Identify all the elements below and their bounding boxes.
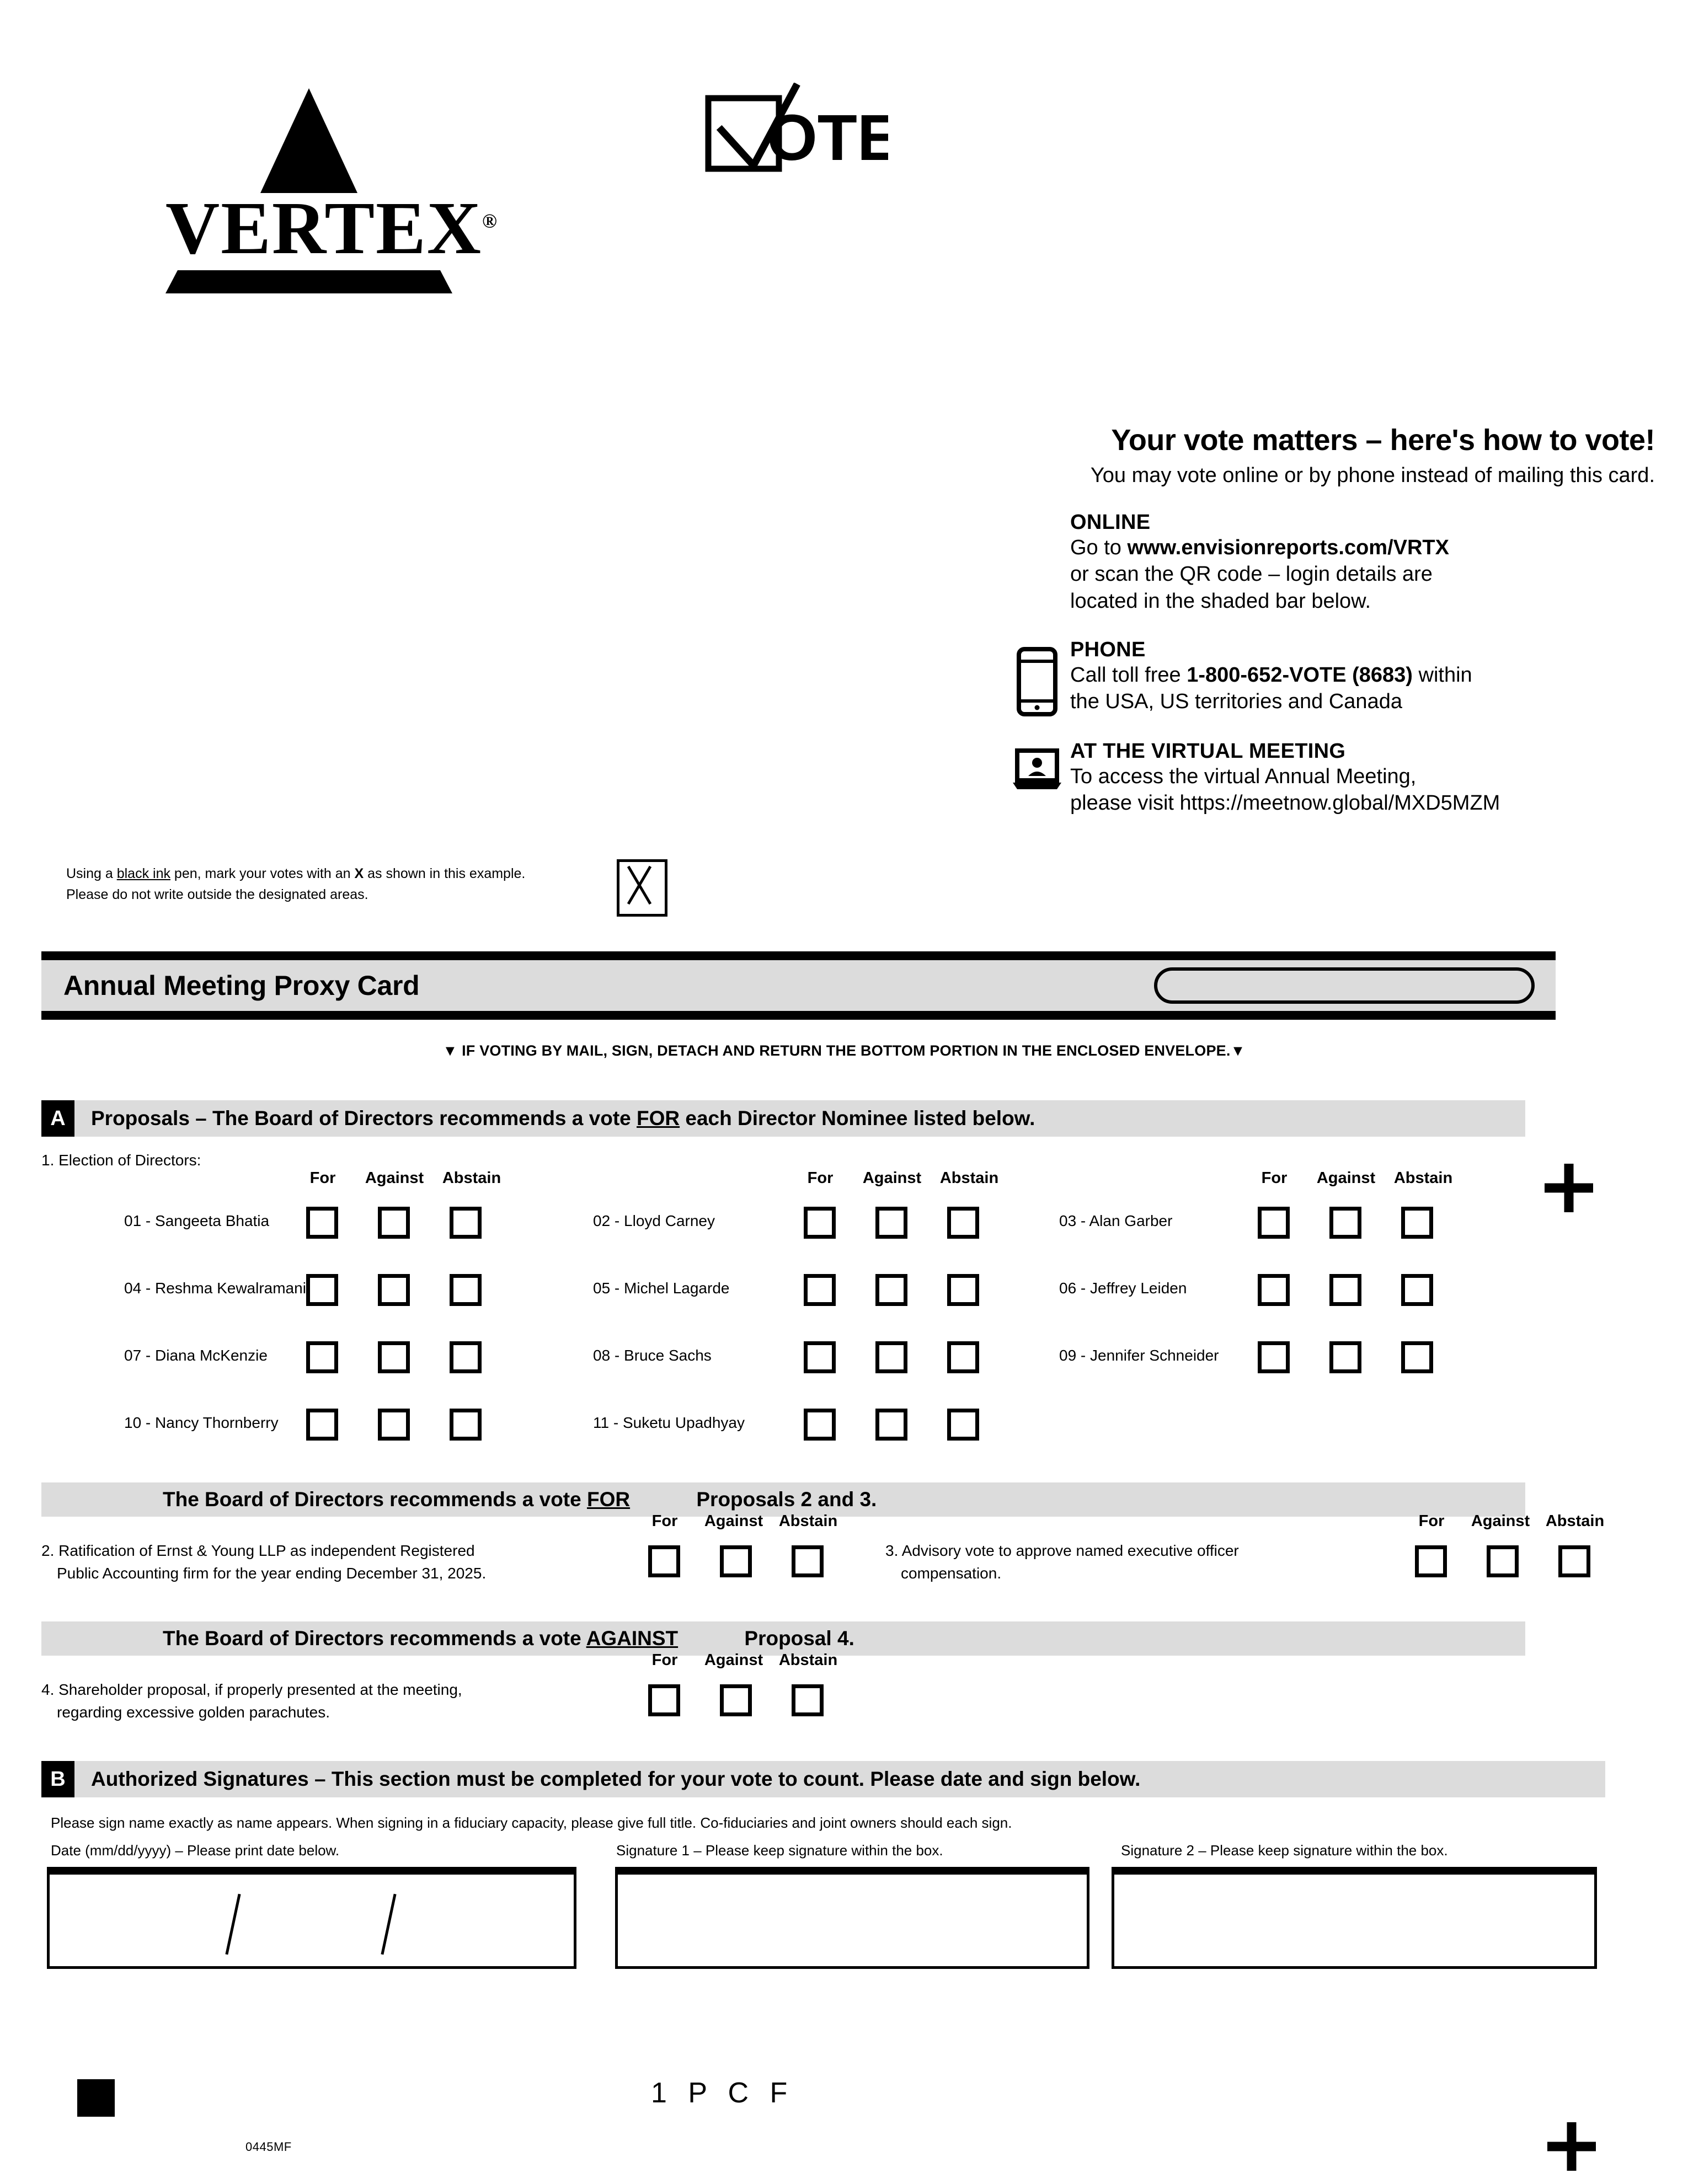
registration-crosshair-bottom-icon [1547, 2122, 1596, 2171]
proposal-2-line-1: 2. Ratification of Ernst & Young LLP as independent Registered [41, 1542, 475, 1559]
virtual-meeting-line-1: To access the virtual Annual Meeting, [1070, 764, 1417, 788]
checkbox-abstain[interactable] [947, 1207, 979, 1239]
title-bar-bottom-rule [41, 1011, 1556, 1020]
rec23-b: Proposals 2 and 3. [691, 1488, 877, 1511]
section-a-heading-for: FOR [637, 1107, 680, 1130]
proposal-2-line-2: Public Accounting firm for the year ending December 31, 2025. [57, 1564, 487, 1582]
phone-line-2: the USA, US territories and Canada [1070, 690, 1402, 714]
how-to-vote-heading: Your vote matters – here's how to vote! [1111, 424, 1655, 457]
rec4-a: The Board of Directors recommends a vote [163, 1627, 586, 1650]
checkbox-for[interactable] [804, 1409, 836, 1441]
section-b-heading: Authorized Signatures – This section must be completed for your vote to count. Please date and sign below. [91, 1768, 1141, 1790]
registration-crosshair-top-icon [1545, 1164, 1593, 1212]
vertex-logo [165, 88, 498, 293]
x-mark-icon [619, 862, 659, 908]
header-against: Against [365, 1169, 424, 1187]
vertex-base-bar [165, 270, 452, 293]
section-a-heading [91, 1107, 1035, 1130]
checkbox-abstain[interactable] [450, 1341, 482, 1373]
checkbox-for[interactable] [804, 1207, 836, 1239]
nominee-name: 08 - Bruce Sachs [593, 1347, 712, 1364]
nominee-name: 01 - Sangeeta Bhatia [124, 1212, 270, 1229]
rec4-text [41, 1627, 854, 1650]
nominee-name: 02 - Lloyd Carney [593, 1212, 715, 1229]
checkbox-against[interactable] [378, 1341, 410, 1373]
proposal-2-text [41, 1540, 565, 1585]
section-a-tag: A [41, 1100, 74, 1137]
checkbox-for[interactable] [1258, 1341, 1290, 1373]
ink-note-x: X [354, 866, 364, 881]
checkbox-against[interactable] [1329, 1207, 1361, 1239]
checkbox-for[interactable] [306, 1341, 338, 1373]
proposal-3-line-1: 3. Advisory vote to approve named executive officer [885, 1542, 1239, 1559]
virtual-meeting-line-2 [1070, 790, 1655, 817]
vote-method-online [1004, 511, 1655, 615]
vertex-name: VERTEX [165, 187, 482, 270]
rec23-a: The Board of Directors recommends a vote [163, 1488, 587, 1511]
nominee-name: 05 - Michel Lagarde [593, 1280, 730, 1297]
form-code: 0445MF [245, 2140, 292, 2154]
checkbox-against[interactable] [875, 1207, 907, 1239]
signature-boxes [47, 1867, 1614, 1969]
header-against: Against [862, 1169, 922, 1187]
proposal-4-text [41, 1679, 565, 1723]
proposal-2-header-for: For [651, 1512, 678, 1530]
virtual-meeting-prefix: please visit [1070, 791, 1180, 815]
online-line-2: or scan the QR code – login details are [1070, 563, 1433, 586]
online-line-1 [1070, 534, 1655, 561]
nominee-name: 03 - Alan Garber [1059, 1212, 1173, 1229]
signature-1-label: Signature 1 – Please keep signature within the box. [616, 1842, 943, 1859]
checkbox-against[interactable] [378, 1207, 410, 1239]
checkbox-against[interactable] [875, 1341, 907, 1373]
virtual-meeting-url[interactable]: https://meetnow.global/MXD5MZM [1179, 791, 1500, 815]
ink-note-b: pen, mark your votes with an [170, 866, 355, 881]
proposal-4-header-against: Against [704, 1651, 763, 1669]
checkbox-against[interactable] [1329, 1341, 1361, 1373]
registered-mark: ® [482, 210, 498, 232]
registration-square-icon [77, 2079, 115, 2117]
checkbox-against[interactable] [1329, 1274, 1361, 1306]
proposals-2-3-row [41, 1512, 1605, 1616]
header-for: For [807, 1169, 834, 1187]
signature-2-label: Signature 2 – Please keep signature within the box. [1121, 1842, 1448, 1859]
mobile-phone-icon [1004, 638, 1070, 716]
checkbox-abstain[interactable] [947, 1274, 979, 1306]
date-input-box[interactable] [47, 1867, 576, 1969]
checkbox-abstain[interactable] [947, 1409, 979, 1441]
header-for: For [1261, 1169, 1288, 1187]
header-abstain: Abstain [1393, 1169, 1453, 1187]
marking-instructions-line-1 [66, 864, 618, 885]
section-a-heading-a: Proposals – The Board of Directors recommends a vote [91, 1107, 637, 1130]
checkbox-for[interactable] [804, 1274, 836, 1306]
checkbox-abstain[interactable] [947, 1341, 979, 1373]
proposal-3-checkbox-abstain[interactable] [1558, 1545, 1590, 1577]
checkbox-abstain[interactable] [1401, 1274, 1433, 1306]
nominee-name: 09 - Jennifer Schneider [1059, 1347, 1219, 1364]
rec4-against: AGAINST [586, 1627, 679, 1650]
checkbox-against[interactable] [378, 1274, 410, 1306]
proposal-3-text [885, 1540, 1382, 1585]
question-1-label: 1. Election of Directors: [41, 1152, 201, 1169]
proposal-3-checkbox-for[interactable] [1415, 1545, 1447, 1577]
proposal-3-header-against: Against [1471, 1512, 1530, 1530]
how-to-vote-subheading: You may vote online or by phone instead of mailing this card. [1090, 463, 1655, 487]
proposal-4-line-1: 4. Shareholder proposal, if properly presented at the meeting, [41, 1681, 462, 1698]
phone-number[interactable]: 1-800-652-VOTE (8683) [1187, 663, 1413, 687]
control-number-field[interactable] [1154, 967, 1535, 1004]
proposal-4-line-2: regarding excessive golden parachutes. [57, 1703, 330, 1721]
proposal-3-line-2: compensation. [901, 1564, 1002, 1582]
vote-method-phone [1004, 638, 1655, 716]
vote-method-virtual-meeting [1004, 740, 1655, 817]
ink-note-a: Using a [66, 866, 117, 881]
vote-logo [701, 83, 888, 193]
how-to-vote-panel [1004, 425, 1655, 817]
ink-note-c: as shown in this example. [364, 866, 526, 881]
section-a-header [41, 1100, 1525, 1137]
vote-text: OTE [767, 101, 888, 174]
rec23-text [41, 1488, 877, 1511]
phone-line-1 [1070, 662, 1655, 689]
proposal-3-header-abstain: Abstain [1545, 1512, 1605, 1530]
proposal-2-checkbox-abstain[interactable] [792, 1545, 824, 1577]
title-bar-top-rule [41, 951, 1556, 960]
proposal-2-checkbox-for[interactable] [648, 1545, 680, 1577]
virtual-meeting-icon [1004, 740, 1070, 817]
checkbox-for[interactable] [1258, 1207, 1290, 1239]
date-slash-2 [381, 1894, 396, 1955]
checkbox-abstain[interactable] [1401, 1207, 1433, 1239]
vertex-wordmark [165, 187, 498, 270]
online-title: ONLINE [1070, 510, 1151, 534]
signature-labels [51, 1842, 1612, 1864]
page-code: 1 P C F [651, 2077, 794, 2109]
section-b-header [41, 1761, 1605, 1797]
checkbox-for[interactable] [1258, 1274, 1290, 1306]
page-title: Annual Meeting Proxy Card [63, 970, 420, 1001]
phone-suffix: within [1412, 663, 1472, 687]
proposal-4-row [41, 1651, 869, 1749]
header-abstain: Abstain [939, 1169, 999, 1187]
header-abstain: Abstain [442, 1169, 501, 1187]
checkbox-abstain[interactable] [450, 1409, 482, 1441]
qr-code-icon [1004, 511, 1070, 615]
proposal-3-header-for: For [1418, 1512, 1445, 1530]
proposal-4-checkbox-for[interactable] [648, 1684, 680, 1716]
proposal-2-header-against: Against [704, 1512, 763, 1530]
recommendation-bar-proposal-4 [41, 1621, 1525, 1656]
proposal-4-header-abstain: Abstain [778, 1651, 838, 1669]
proposal-4-checkbox-against[interactable] [720, 1684, 752, 1716]
vote-checkmark-icon [701, 83, 888, 193]
section-a-heading-b: each Director Nominee listed below. [680, 1107, 1035, 1130]
phone-prefix: Call toll free [1070, 663, 1187, 687]
date-field-label: Date (mm/dd/yyyy) – Please print date below. [51, 1842, 340, 1859]
signature-1-input-box[interactable] [615, 1867, 1089, 1969]
checkbox-against[interactable] [875, 1274, 907, 1306]
checkbox-for[interactable] [306, 1409, 338, 1441]
online-goto-prefix: Go to [1070, 536, 1128, 559]
recommendation-bar-proposals-2-3 [41, 1482, 1525, 1517]
example-marked-checkbox [617, 859, 667, 917]
rec23-for: FOR [586, 1488, 631, 1511]
nominee-name: 07 - Diana McKenzie [124, 1347, 268, 1364]
nominee-name: 06 - Jeffrey Leiden [1059, 1280, 1187, 1297]
header-against: Against [1316, 1169, 1376, 1187]
header-for: For [309, 1169, 336, 1187]
nominee-name: 10 - Nancy Thornberry [124, 1414, 279, 1431]
online-line-3: located in the shaded bar below. [1070, 589, 1371, 613]
checkbox-abstain[interactable] [450, 1207, 482, 1239]
rec4-b: Proposal 4. [739, 1627, 854, 1650]
checkbox-for[interactable] [306, 1207, 338, 1239]
checkbox-against[interactable] [378, 1409, 410, 1441]
vertex-triangle-icon [260, 88, 357, 193]
title-bar-body [41, 960, 1556, 1011]
virtual-meeting-title: AT THE VIRTUAL MEETING [1070, 739, 1346, 763]
checkbox-for[interactable] [306, 1274, 338, 1306]
signature-note: Please sign name exactly as name appears. When signing in a fiduciary capacity, please give full title. Co-fiduciaries and joint owners should each sign. [51, 1814, 1012, 1831]
proposal-4-header-for: For [651, 1651, 678, 1669]
checkbox-against[interactable] [875, 1409, 907, 1441]
section-b-tag: B [41, 1761, 74, 1797]
proposal-2-header-abstain: Abstain [778, 1512, 838, 1530]
checkbox-abstain[interactable] [1401, 1341, 1433, 1373]
date-slash-1 [225, 1894, 241, 1955]
checkbox-for[interactable] [804, 1341, 836, 1373]
nominee-name: 04 - Reshma Kewalramani [124, 1280, 306, 1297]
nominee-name: 11 - Suketu Upadhyay [593, 1414, 745, 1431]
checkbox-abstain[interactable] [450, 1274, 482, 1306]
marking-instructions [66, 864, 618, 905]
proxy-card-title-bar [41, 951, 1556, 1020]
proposal-4-checkbox-abstain[interactable] [792, 1684, 824, 1716]
proposal-3-checkbox-against[interactable] [1487, 1545, 1519, 1577]
proposal-2-checkbox-against[interactable] [720, 1545, 752, 1577]
signature-2-input-box[interactable] [1112, 1867, 1597, 1969]
ink-note-underline: black ink [116, 866, 170, 881]
detach-instruction: ▼ IF VOTING BY MAIL, SIGN, DETACH AND RETURN THE BOTTOM PORTION IN THE ENCLOSED ENVELOPE.▼ [442, 1042, 1246, 1059]
marking-instructions-line-2: Please do not write outside the designated areas. [66, 886, 368, 902]
online-url[interactable]: www.envisionreports.com/VRTX [1127, 536, 1449, 559]
phone-title: PHONE [1070, 638, 1146, 661]
